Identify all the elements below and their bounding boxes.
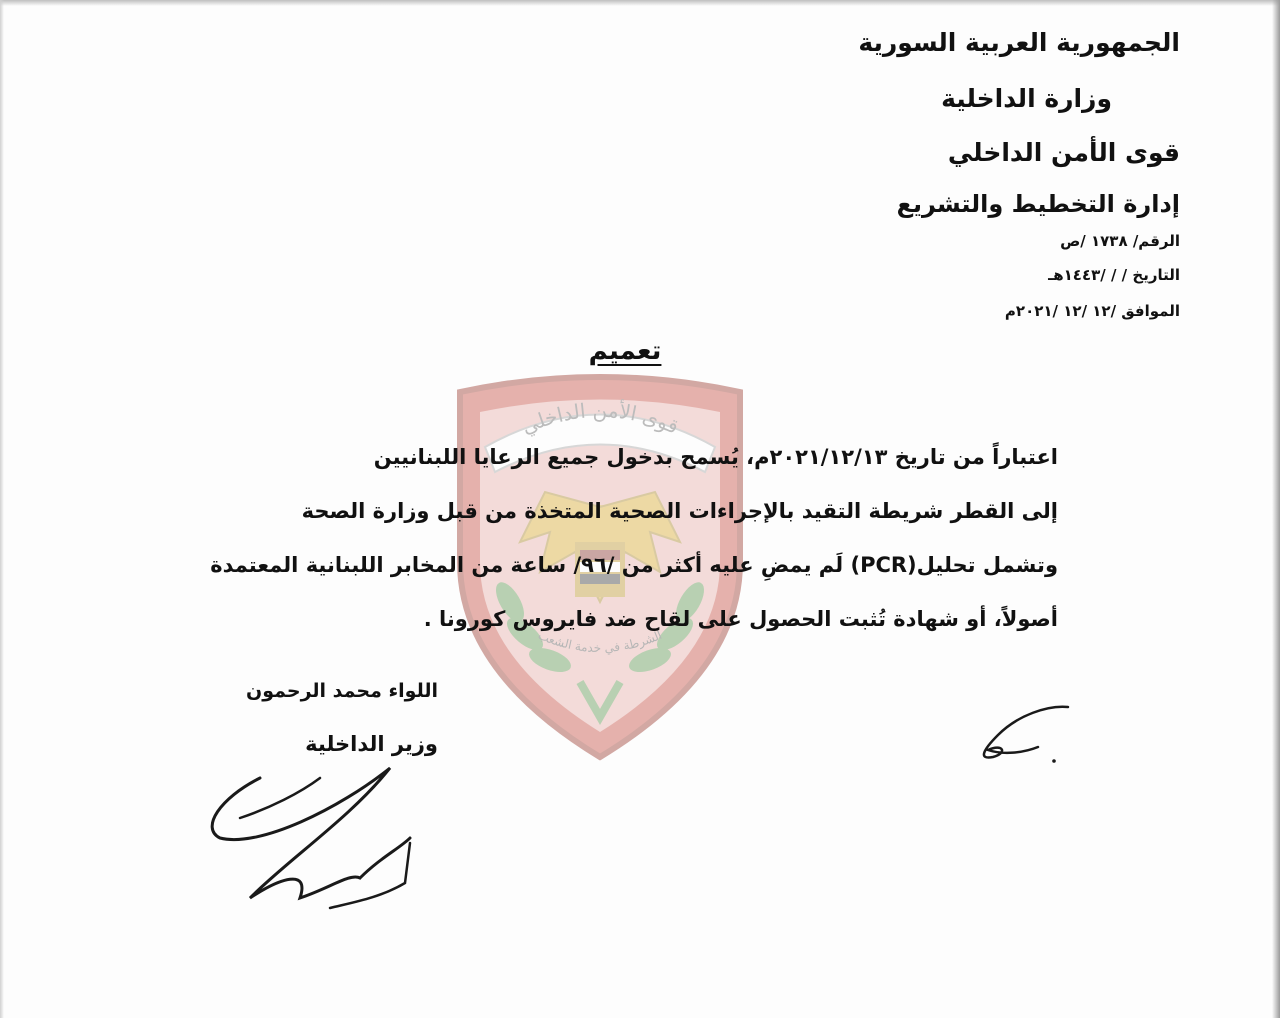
republic-name: الجمهورية العربية السورية bbox=[858, 28, 1180, 57]
scan-edge bbox=[0, 0, 4, 1018]
scan-edge bbox=[0, 0, 1280, 6]
body-line: اعتباراً من تاريخ ٢٠٢١/١٢/١٣م، يُسمح بدخول جميع الرعايا اللبنانيين bbox=[373, 445, 1058, 469]
handwritten-signature bbox=[200, 748, 430, 928]
department-name: إدارة التخطيط والتشريع bbox=[896, 190, 1180, 218]
body-line: وتشمل تحليل(PCR) لَم يمضِ عليه أكثر من /٩٦/ ساعة من المخابر اللبنانية المعتمدة bbox=[210, 553, 1058, 577]
date-hijri: التاريخ / / /١٤٤٣هـ bbox=[1048, 266, 1180, 284]
body-line: أصولاً، أو شهادة تُثبت الحصول على لقاح ضد فايروس كورونا . bbox=[423, 607, 1058, 631]
seal-text-top: قوى الأمن الداخلي bbox=[517, 397, 683, 439]
handwritten-initials bbox=[968, 695, 1078, 775]
signatory-title: وزير الداخلية bbox=[305, 732, 438, 756]
date-gregorian: الموافق /١٢ /١٢ /٢٠٢١م bbox=[1004, 302, 1180, 320]
ministry-name: وزارة الداخلية bbox=[941, 84, 1112, 113]
document-body bbox=[168, 430, 1058, 646]
scan-edge bbox=[1272, 0, 1280, 1018]
signatory-name: اللواء محمد الرحمون bbox=[246, 680, 438, 702]
reference-number: الرقم/ ١٧٣٨ /ص bbox=[1060, 232, 1180, 250]
body-line: إلى القطر شريطة التقيد بالإجراءات الصحية المتخذة من قبل وزارة الصحة bbox=[301, 499, 1058, 523]
forces-name: قوى الأمن الداخلي bbox=[947, 138, 1180, 167]
document-title: تعميم bbox=[588, 336, 662, 366]
seal-text-bottom: الشرطة في خدمة الشعب bbox=[536, 627, 664, 656]
